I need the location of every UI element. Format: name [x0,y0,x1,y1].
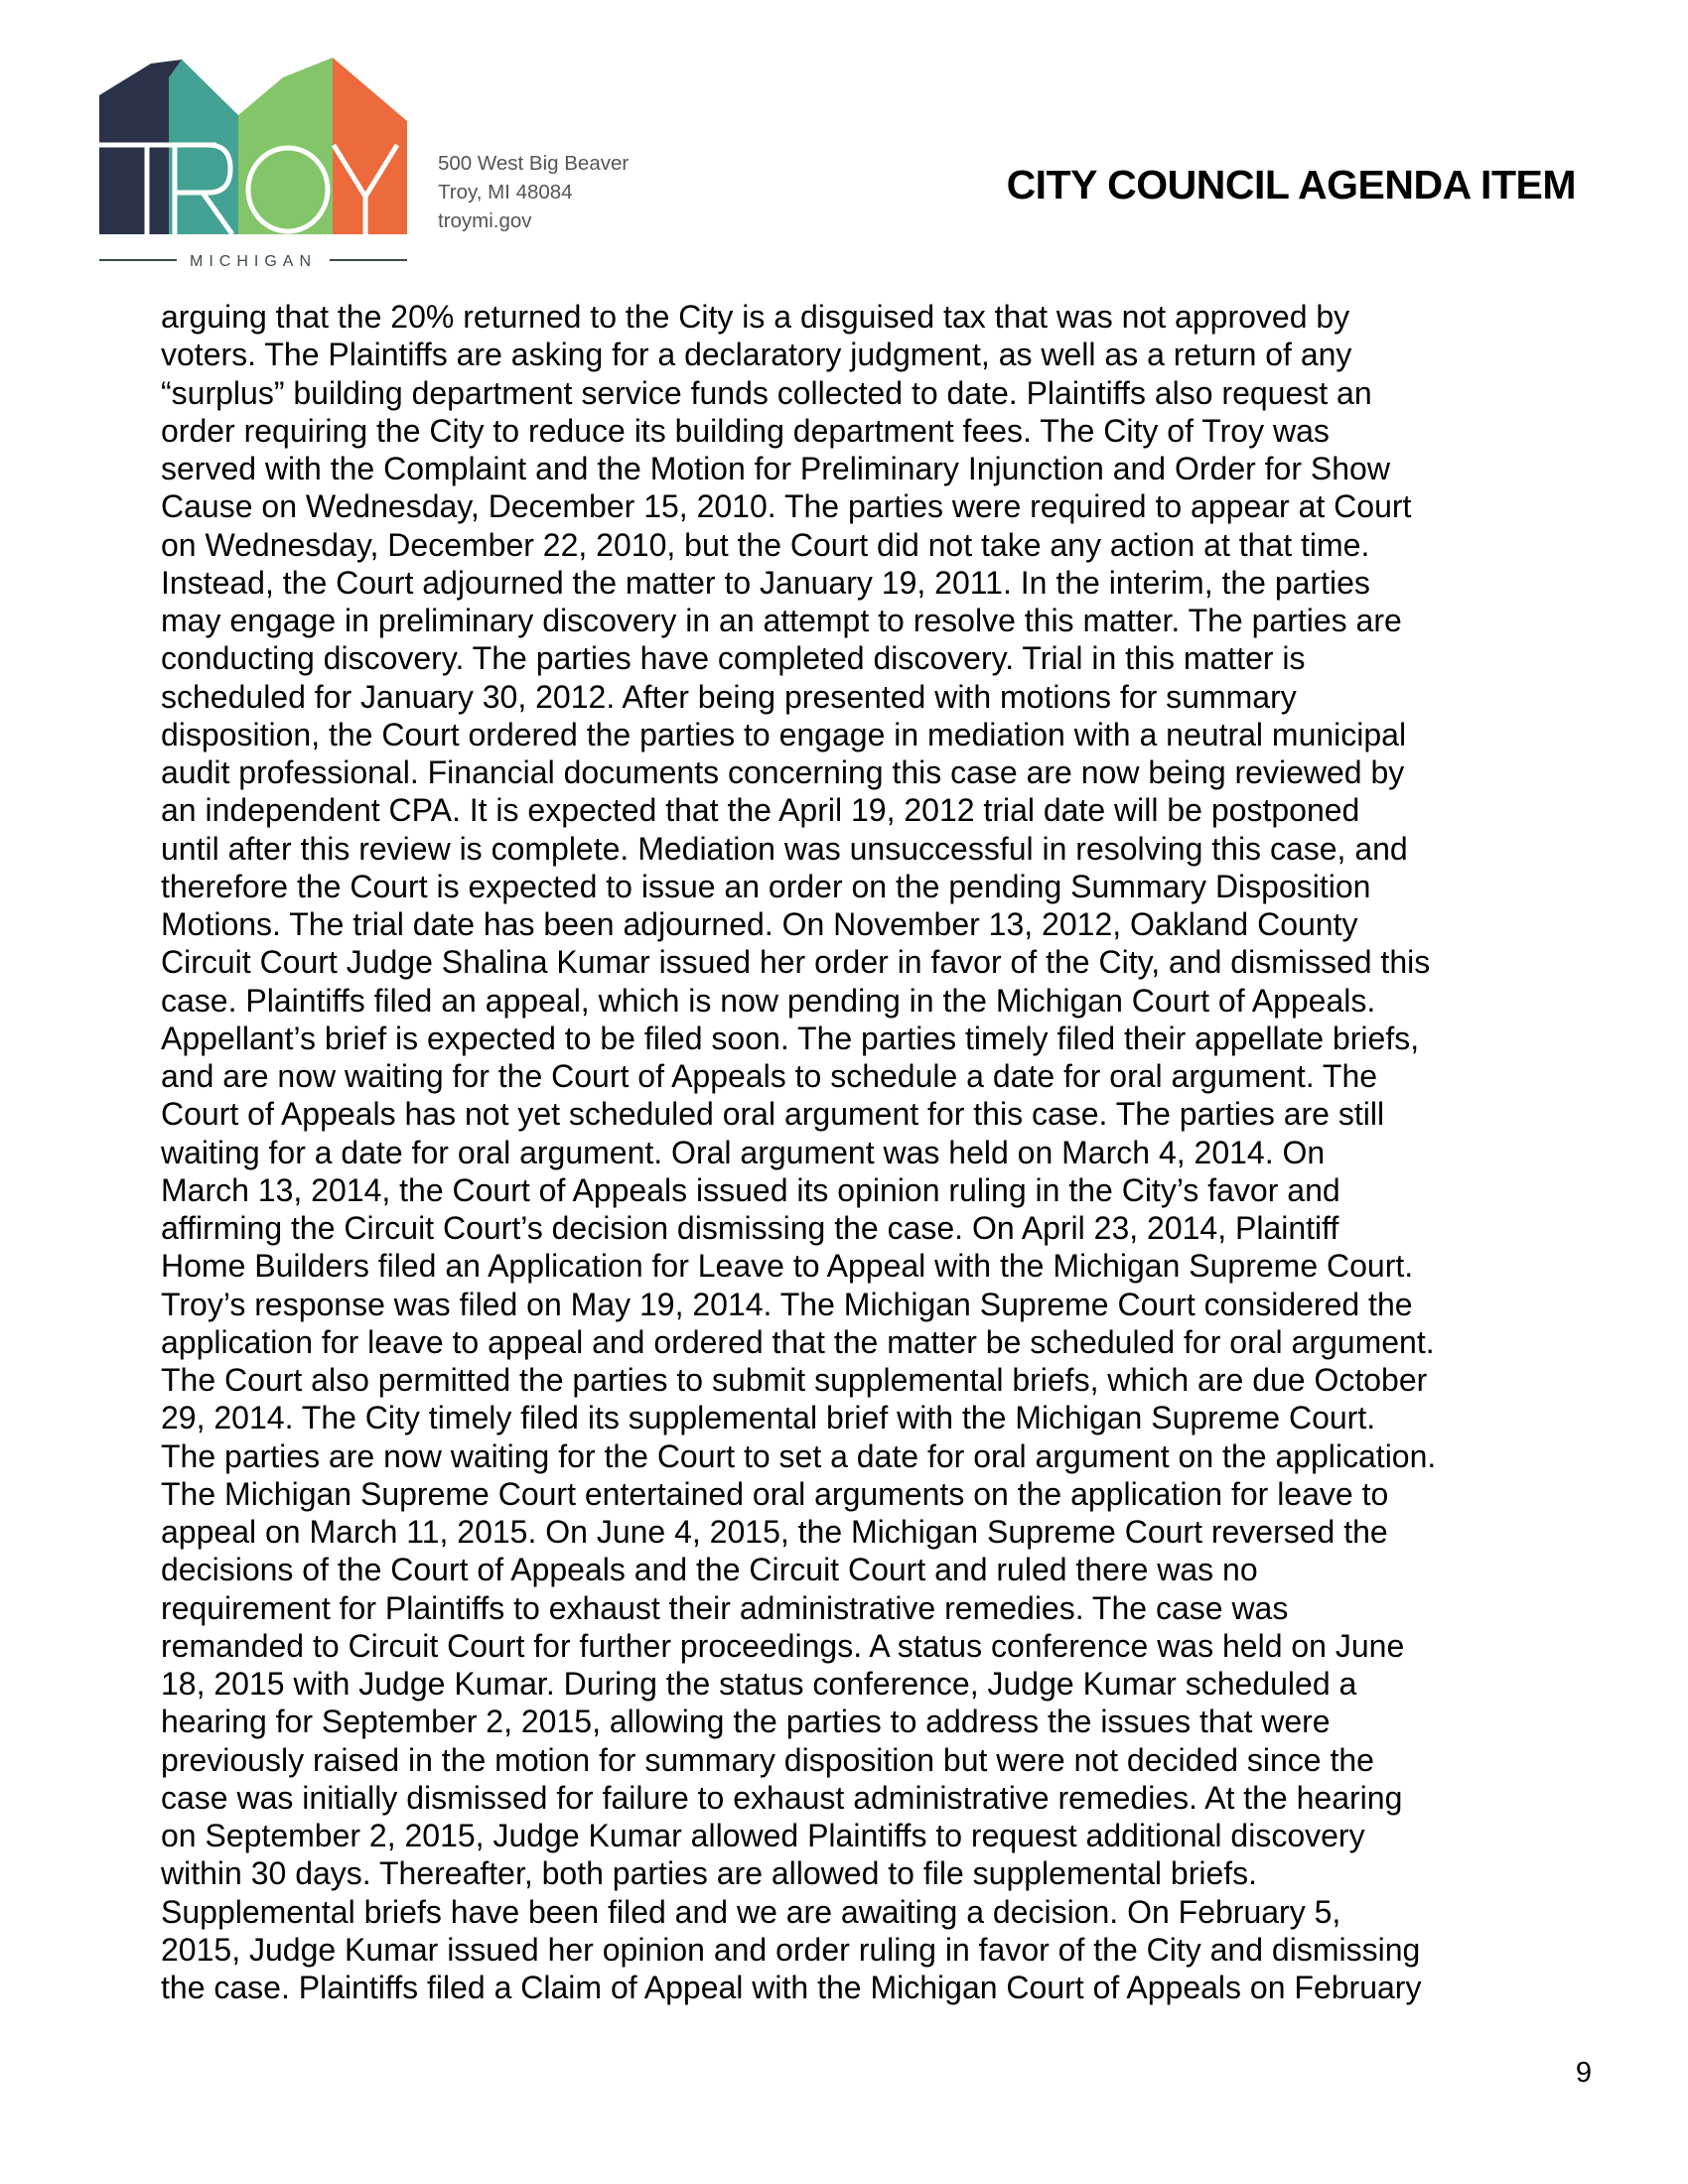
body-line: 2015, Judge Kumar issued her opinion and order ruling in favor of the City and dismissing [161,1931,1421,1968]
body-line: until after this review is complete. Mediation was unsuccessful in resolving this case, and [161,830,1408,867]
address-line: 500 West Big Beaver [438,152,630,175]
body-line: The Michigan Supreme Court entertained oral arguments on the application for leave to [161,1475,1389,1512]
body-line: and are now waiting for the Court of Appeals to schedule a date for oral argument. The [161,1058,1378,1094]
body-text [161,298,1551,2006]
body-line: application for leave to appeal and ordered that the matter be scheduled for oral argument. [161,1323,1435,1360]
logo-subtext: MICHIGAN [190,253,317,270]
page-title: CITY COUNCIL AGENDA ITEM [1006,162,1576,207]
body-line: Circuit Court Judge Shalina Kumar issued her order in favor of the City, and dismissed this [161,944,1431,981]
body-line: on September 2, 2015, Judge Kumar allowed Plaintiffs to request additional discovery [161,1818,1365,1853]
body-line: Motions. The trial date has been adjourned. On November 13, 2012, Oakland County [161,906,1358,942]
body-line: The Court also permitted the parties to submit supplemental briefs, which are due October [161,1362,1428,1398]
body-line: conducting discovery. The parties have completed discovery. Trial in this matter is [161,640,1306,677]
body-line: previously raised in the motion for summary disposition but were not decided since the [161,1741,1374,1778]
body-line: served with the Complaint and the Motion for Preliminary Injunction and Order for Show [161,451,1390,486]
body-line: therefore the Court is expected to issue an order on the pending Summary Disposition [161,868,1371,904]
body-line: Troy’s response was filed on May 19, 2014. The Michigan Supreme Court considered the [161,1286,1413,1322]
body-line: may engage in preliminary discovery in an attempt to resolve this matter. The parties are [161,603,1402,638]
body-line: March 13, 2014, the Court of Appeals issued its opinion ruling in the City’s favor and [161,1171,1340,1208]
website-line: troymi.gov [438,209,532,232]
body-line: hearing for September 2, 2015, allowing the parties to address the issues that were [161,1704,1331,1740]
page-number: 9 [1575,2057,1592,2089]
body-line: an independent CPA. It is expected that the April 19, 2012 trial date will be postponed [161,792,1360,829]
body-line: voters. The Plaintiffs are asking for a declaratory judgment, as well as a return of any [161,337,1352,373]
body-line: 29, 2014. The City timely filed its supplemental brief with the Michigan Supreme Court. [161,1400,1376,1436]
body-line: disposition, the Court ordered the parties to engage in mediation with a neutral municipal [161,716,1407,752]
body-line: order requiring the City to reduce its building department fees. The City of Troy was [161,412,1330,449]
body-line: Cause on Wednesday, December 15, 2010. The parties were required to appear at Court [161,488,1412,525]
body-line: Supplemental briefs have been filed and we are awaiting a decision. On February 5, [161,1893,1341,1930]
city-address [438,149,629,235]
body-line: Home Builders filed an Application for Leave to Appeal with the Michigan Supreme Court. [161,1248,1414,1285]
body-line: requirement for Plaintiffs to exhaust their administrative remedies. The case was [161,1589,1289,1626]
address-line: Troy, MI 48084 [438,181,573,204]
troy-michigan-logo [99,58,407,271]
body-line: 18, 2015 with Judge Kumar. During the status conference, Judge Kumar scheduled a [161,1666,1357,1702]
body-line: appeal on March 11, 2015. On June 4, 2015, the Michigan Supreme Court reversed the [161,1514,1388,1550]
body-line: remanded to Circuit Court for further proceedings. A status conference was held on June [161,1627,1405,1664]
body-line: scheduled for January 30, 2012. After being presented with motions for summary [161,678,1297,715]
body-line: Court of Appeals has not yet scheduled oral argument for this case. The parties are still [161,1096,1385,1133]
body-line: decisions of the Court of Appeals and the Circuit Court and ruled there was no [161,1552,1258,1588]
body-line: Instead, the Court adjourned the matter to January 19, 2011. In the interim, the parties [161,564,1370,601]
body-line: “surplus” building department service funds collected to date. Plaintiffs also request an [161,374,1372,411]
body-line: on Wednesday, December 22, 2010, but the Court did not take any action at that time. [161,526,1370,563]
body-line: waiting for a date for oral argument. Oral argument was held on March 4, 2014. On [161,1134,1326,1170]
body-line: affirming the Circuit Court’s decision dismissing the case. On April 23, 2014, Plaintiff [161,1210,1339,1246]
body-line: audit professional. Financial documents concerning this case are now being reviewed by [161,754,1405,790]
body-line: Appellant’s brief is expected to be filed soon. The parties timely filed their appellate briefs, [161,1020,1420,1056]
body-line: case was initially dismissed for failure to exhaust administrative remedies. At the hearing [161,1779,1403,1816]
body-line: case. Plaintiffs filed an appeal, which is now pending in the Michigan Court of Appeals. [161,982,1376,1019]
body-line: the case. Plaintiffs filed a Claim of Appeal with the Michigan Court of Appeals on February [161,1970,1422,2005]
body-line: The parties are now waiting for the Court to set a date for oral argument on the application. [161,1437,1437,1474]
body-line: within 30 days. Thereafter, both parties are allowed to file supplemental briefs. [161,1855,1258,1892]
body-line: arguing that the 20% returned to the City is a disguised tax that was not approved by [161,299,1350,335]
